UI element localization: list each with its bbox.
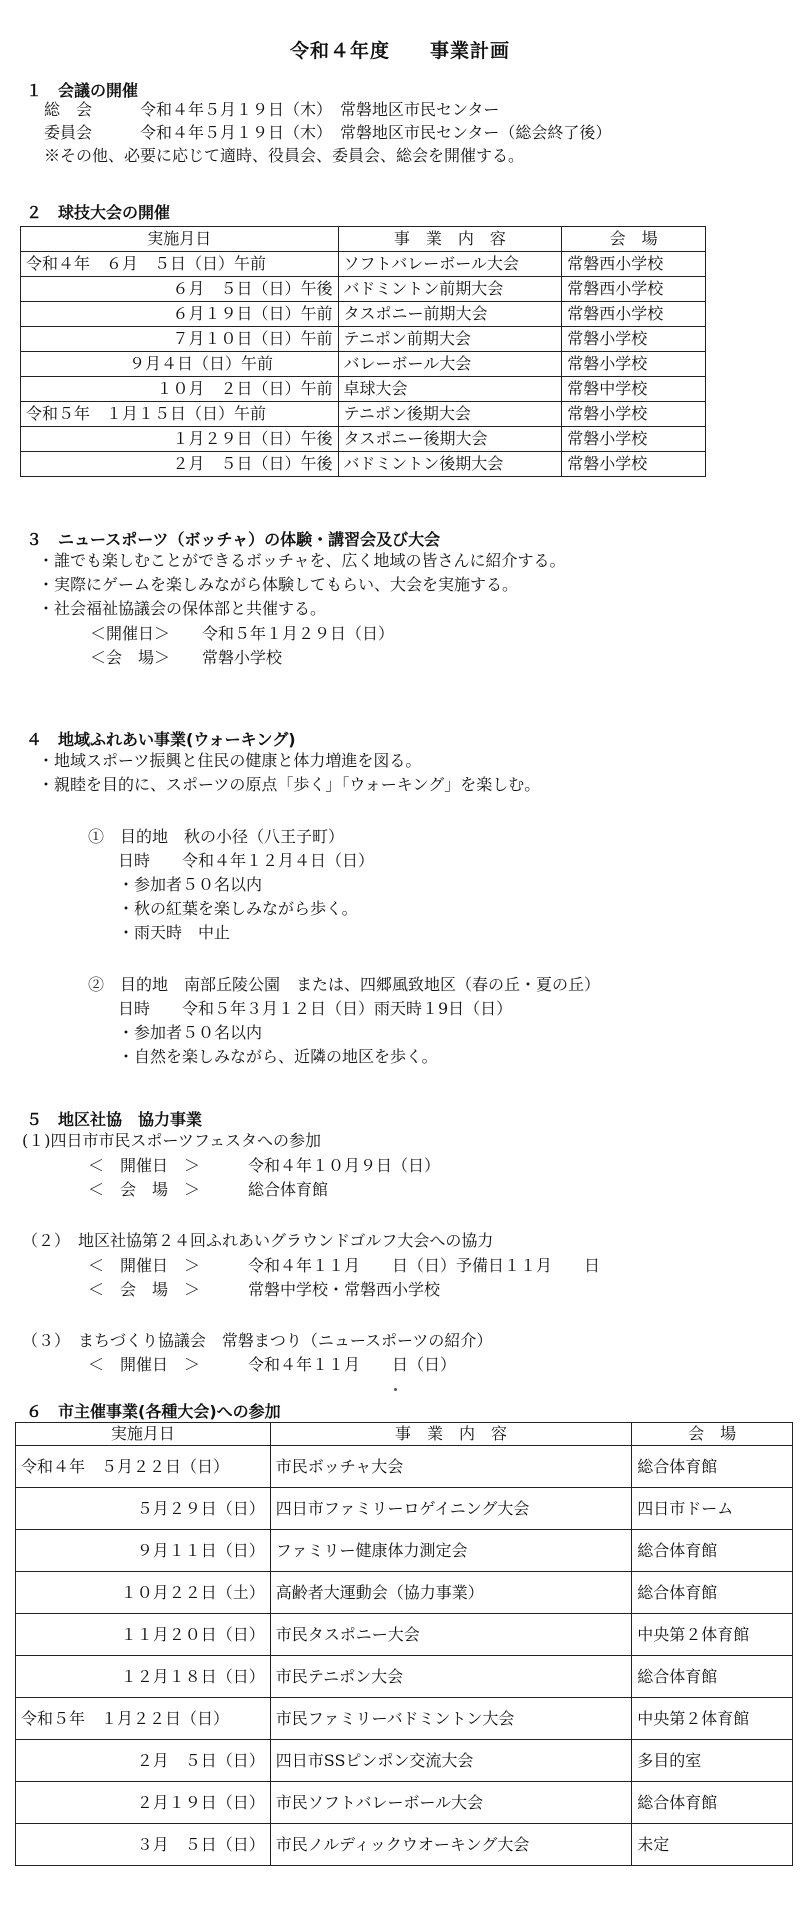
s4-line: 日時 令和４年１２月４日（日）	[118, 851, 375, 870]
cell-date: ７月１０日（日）午前	[21, 327, 339, 352]
stray-mark	[394, 1388, 397, 1391]
s4-line: ① 目的地 秋の小径（八王子町）	[88, 827, 345, 846]
s3-line: ・実際にゲームを楽しみながら体験してもらい、大会を実施する。	[38, 575, 519, 594]
s4-line: ・地域スポーツ振興と住民の健康と体力増進を図る。	[38, 751, 422, 770]
table-row	[21, 377, 706, 402]
table-row	[21, 252, 706, 277]
s3-line: ・誰でも楽しむことができるボッチャを、広く地域の皆さんに紹介する。	[38, 551, 566, 570]
s4-line: ② 目的地 南部丘陵公園 または、四郷風致地区（春の丘・夏の丘）	[88, 975, 601, 994]
cell-date: １０月 ２日（日）午前	[21, 377, 339, 402]
cell-venue: 常磐小学校	[562, 352, 706, 377]
s5-line: ＜ 開催日 ＞ 令和４年１１月 日（日）	[88, 1355, 457, 1374]
cell-date: ９月１１日（日）	[16, 1530, 271, 1572]
s5-line: ＜ 開催日 ＞ 令和４年１１月 日（日）予備日１１月 日	[88, 1256, 601, 1275]
s1-line: 総 会 令和４年５月１９日（木） 常磐地区市民センター	[44, 100, 500, 119]
cell-event: 市民テニポン大会	[270, 1656, 631, 1698]
cell-venue: 四日市ドーム	[632, 1488, 793, 1530]
s1-line: ※その他、必要に応じて適時、役員会、委員会、総会を開催する。	[44, 146, 525, 165]
cell-venue: 総合体育館	[632, 1656, 793, 1698]
s5-line: ＜ 会 場 ＞ 総合体育館	[88, 1180, 329, 1199]
cell-event: タスポニー後期大会	[338, 427, 562, 452]
table-row	[16, 1572, 793, 1614]
cell-date: ２月１９日（日）	[16, 1782, 271, 1824]
table-row	[21, 427, 706, 452]
table-row	[16, 1824, 793, 1866]
table-row	[16, 1614, 793, 1656]
s5-line: （２） 地区社協第２４回ふれあいグラウンドゴルフ大会への協力	[22, 1231, 494, 1250]
table-row	[21, 302, 706, 327]
section-5-heading: ５ 地区社協 協力事業	[26, 1110, 203, 1129]
cell-venue: 中央第２体育館	[632, 1698, 793, 1740]
cell-event: 卓球大会	[338, 377, 562, 402]
cell-date: ２月 ５日（日）午後	[21, 452, 339, 477]
cell-event: バレーボール大会	[338, 352, 562, 377]
s5-line: (１)四日市市民スポーツフェスタへの参加	[22, 1131, 322, 1150]
cell-date: 令和４年 ５月２２日（日）	[16, 1446, 271, 1488]
table-row	[16, 1740, 793, 1782]
cell-event: ファミリー健康体力測定会	[270, 1530, 631, 1572]
cell-date: ５月２９日（日）	[16, 1488, 271, 1530]
cell-date: 令和５年 １月１５日（日）午前	[21, 402, 339, 427]
cell-venue: 常磐小学校	[562, 327, 706, 352]
s5-line: ＜ 開催日 ＞ 令和４年１０月９日（日）	[88, 1156, 441, 1175]
cell-date: ９月４日（日）午前	[21, 352, 339, 377]
cell-date: 令和５年 １月２２日（日）	[16, 1698, 271, 1740]
s5-line: （３） まちづくり協議会 常磐まつり（ニュースポーツの紹介）	[22, 1331, 493, 1350]
s4-line: ・参加者５０名以内	[118, 875, 263, 894]
table-row	[16, 1530, 793, 1572]
table-header-row	[16, 1423, 793, 1446]
cell-venue: 総合体育館	[632, 1782, 793, 1824]
cell-date: １２月１８日（日）	[16, 1656, 271, 1698]
s4-line: ・秋の紅葉を楽しみながら歩く。	[118, 899, 358, 918]
cell-date: １月２９日（日）午後	[21, 427, 339, 452]
cell-venue: 常磐小学校	[562, 452, 706, 477]
cell-event: 四日市SSピンポン交流大会	[270, 1740, 631, 1782]
table-row	[21, 352, 706, 377]
cell-date: １１月２０日（日）	[16, 1614, 271, 1656]
cell-venue: 常磐西小学校	[562, 277, 706, 302]
cell-venue: 総合体育館	[632, 1530, 793, 1572]
header-event: 事 業 内 容	[338, 227, 562, 252]
cell-venue: 常磐小学校	[562, 427, 706, 452]
cell-venue: 総合体育館	[632, 1572, 793, 1614]
s3-line: ＜会 場＞ 常磐小学校	[90, 648, 283, 667]
section-2-heading: ２ 球技大会の開催	[26, 203, 171, 222]
cell-event: テニポン後期大会	[338, 402, 562, 427]
table-row	[16, 1446, 793, 1488]
cell-event: 市民ノルディックウオーキング大会	[270, 1824, 631, 1866]
cell-event: 市民ボッチャ大会	[270, 1446, 631, 1488]
cell-event: 高齢者大運動会（協力事業）	[270, 1572, 631, 1614]
table-row	[16, 1698, 793, 1740]
cell-event: 市民ソフトバレーボール大会	[270, 1782, 631, 1824]
table-row	[21, 452, 706, 477]
cell-venue: 常磐西小学校	[562, 302, 706, 327]
header-date: 実施月日	[21, 227, 339, 252]
city-events-table	[15, 1422, 793, 1866]
cell-date: ６月１９日（日）午前	[21, 302, 339, 327]
s4-line: 日時 令和５年３月１２日（日）雨天時１9日（日）	[118, 999, 513, 1018]
s4-line: ・親睦を目的に、スポーツの原点「歩く」「ウォーキング」を楽しむ。	[38, 775, 541, 794]
cell-event: 四日市ファミリーロゲイニング大会	[270, 1488, 631, 1530]
header-date: 実施月日	[16, 1423, 271, 1446]
cell-venue: 中央第２体育館	[632, 1614, 793, 1656]
cell-date: １０月２２日（土）	[16, 1572, 271, 1614]
cell-venue: 常磐小学校	[562, 402, 706, 427]
table-row	[21, 277, 706, 302]
s5-line: ＜ 会 場 ＞ 常磐中学校・常磐西小学校	[88, 1280, 441, 1299]
cell-date: ２月 ５日（日）	[16, 1740, 271, 1782]
cell-event: 市民タスポニー大会	[270, 1614, 631, 1656]
document-title: 令和４年度 事業計画	[289, 40, 510, 62]
s3-line: ・社会福祉協議会の保体部と共催する。	[38, 599, 327, 618]
table-row	[21, 402, 706, 427]
s1-line: 委員会 令和４年５月１９日（木） 常磐地区市民センター（総会終了後）	[44, 123, 612, 142]
cell-event: バドミントン前期大会	[338, 277, 562, 302]
cell-venue: 未定	[632, 1824, 793, 1866]
s4-line: ・参加者５０名以内	[118, 1023, 263, 1042]
cell-venue: 総合体育館	[632, 1446, 793, 1488]
s3-line: ＜開催日＞ 令和５年１月２９日（日）	[90, 624, 395, 643]
cell-event: ソフトバレーボール大会	[338, 252, 562, 277]
cell-date: ３月 ５日（日）	[16, 1824, 271, 1866]
table-row	[16, 1656, 793, 1698]
cell-event: 市民ファミリーバドミントン大会	[270, 1698, 631, 1740]
cell-date: ６月 ５日（日）午後	[21, 277, 339, 302]
cell-event: テニポン前期大会	[338, 327, 562, 352]
cell-date: 令和４年 ６月 ５日（日）午前	[21, 252, 339, 277]
section-1-heading: １ 会議の開催	[26, 81, 139, 100]
s4-line: ・雨天時 中止	[118, 923, 231, 942]
table-row	[16, 1488, 793, 1530]
section-3-heading: ３ ニュースポーツ（ボッチャ）の体験・講習会及び大会	[26, 530, 441, 549]
table-row	[16, 1782, 793, 1824]
cell-event: タスポニー前期大会	[338, 302, 562, 327]
table-row	[21, 327, 706, 352]
section-6-heading: ６ 市主催事業(各種大会)への参加	[26, 1402, 281, 1421]
table-header-row	[21, 227, 706, 252]
cell-venue: 常磐西小学校	[562, 252, 706, 277]
header-event: 事 業 内 容	[270, 1423, 631, 1446]
header-venue: 会 場	[562, 227, 706, 252]
cell-event: バドミントン後期大会	[338, 452, 562, 477]
header-venue: 会 場	[632, 1423, 793, 1446]
s4-line: ・自然を楽しみながら、近隣の地区を歩く。	[118, 1047, 438, 1066]
section-4-heading: ４ 地域ふれあい事業(ウォーキング)	[26, 730, 296, 749]
cell-venue: 多目的室	[632, 1740, 793, 1782]
cell-venue: 常磐中学校	[562, 377, 706, 402]
sports-tournament-table	[20, 226, 706, 477]
